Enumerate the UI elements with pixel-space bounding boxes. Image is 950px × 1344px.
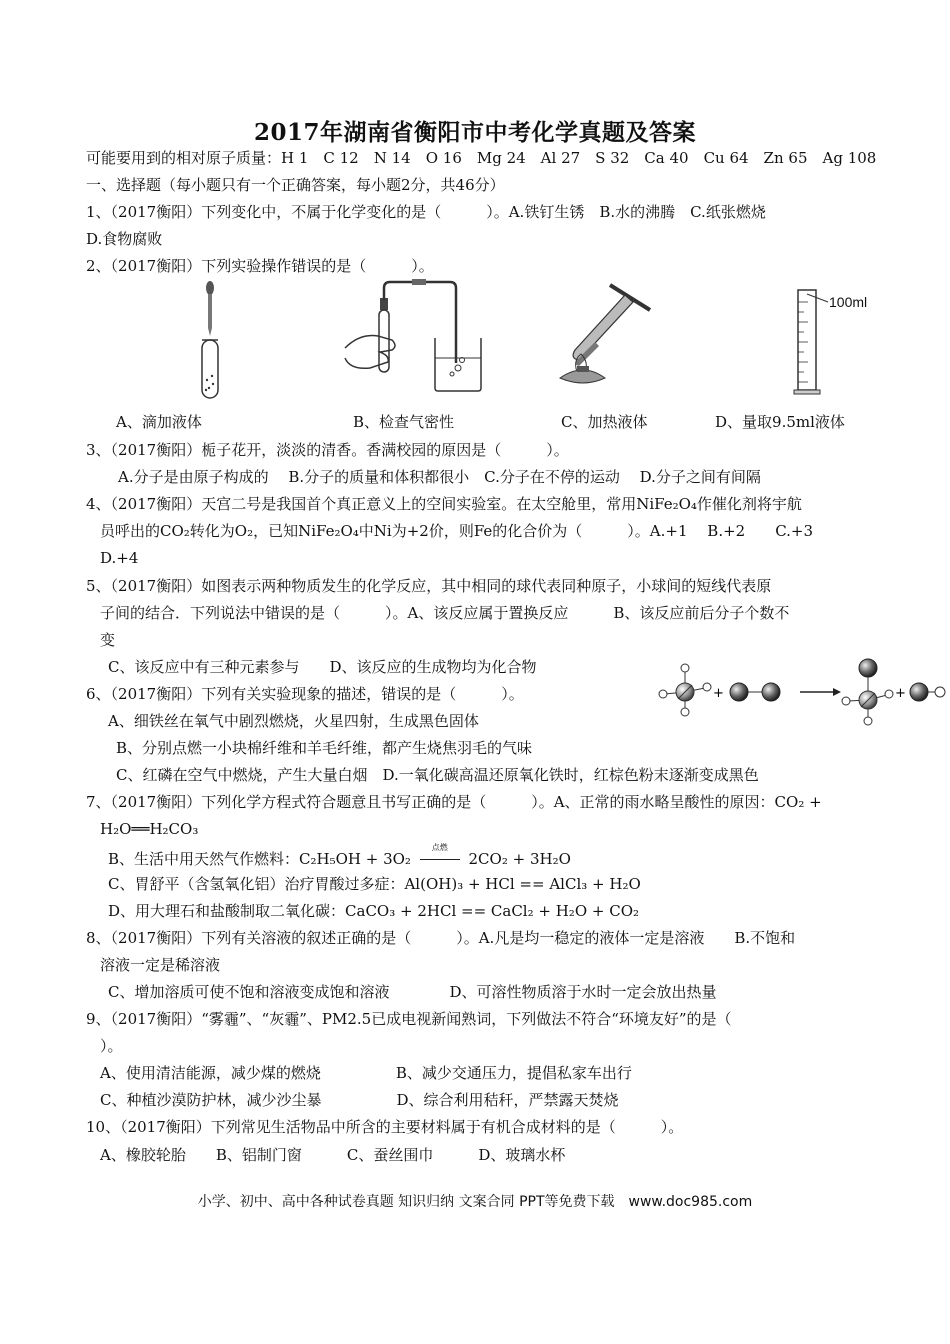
question-8-line-2: 溶液一定是稀溶液 xyxy=(100,956,221,974)
question-8-line-1: 8、（2017衡阳）下列有关溶液的叙述正确的是（ ）。A.凡是均一稳定的液体一定是溶液 B.不饱和 xyxy=(86,929,796,947)
question-5-line-3: 变 xyxy=(100,631,116,649)
question-6-option-b: B、分别点燃一小块棉纤维和羊毛纤维，都产生烧焦羽毛的气味 xyxy=(116,739,533,757)
question-1-line-2: D.食物腐败 xyxy=(86,230,163,248)
question-5-line-1: 5、（2017衡阳）如图表示两种物质发生的化学反应，其中相同的球代表同种原子，小球间的短线代表原 xyxy=(86,577,772,595)
option-c-caption: C、加热液体 xyxy=(561,413,648,431)
question-1-line-1: 1、（2017衡阳）下列变化中，不属于化学变化的是（ ）。A.铁钉生锈 B.水的沸腾 C.纸张燃烧 xyxy=(86,203,766,221)
reaction-condition-arrow xyxy=(420,843,460,860)
question-10: 10、（2017衡阳）下列常见生活物品中所含的主要材料属于有机合成材料的是（ ）。 xyxy=(86,1118,684,1136)
page-title: 2017年湖南省衡阳市中考化学真题及答案 xyxy=(253,119,696,146)
question-9-line-3: A、使用清洁能源，减少煤的燃烧 B、减少交通压力，提倡私家车出行 xyxy=(100,1064,632,1082)
question-2: 2、（2017衡阳）下列实验操作错误的是（ ）。 xyxy=(86,257,434,275)
page-footer: 小学、初中、高中各种试卷真题 知识归纳 文案合同 PPT等免费下载 www.doc985.com xyxy=(197,1194,753,1210)
question-7-option-b xyxy=(108,843,571,869)
airtightness-figure xyxy=(340,278,500,393)
question-3-options: A.分子是由原子构成的 B.分子的质量和体积都很小 C.分子在不停的运动 D.分子之间有间隔 xyxy=(118,468,761,486)
reaction-condition: 点燃 xyxy=(431,843,448,852)
svg-text:+: + xyxy=(895,686,906,701)
question-8-line-3: C、增加溶质可使不饱和溶液变成饱和溶液 D、可溶性物质溶于水时一定会放出热量 xyxy=(108,983,717,1001)
option-b-caption: B、检查气密性 xyxy=(353,413,455,431)
question-5-line-2: 子间的结合．下列说法中错误的是（ ）。A、该反应属于置换反应 B、该反应前后分子个数不 xyxy=(100,604,790,622)
heating-liquid-figure xyxy=(555,280,665,390)
svg-text:+: + xyxy=(713,686,724,701)
question-9-line-1: 9、（2017衡阳）“雾霾”、“灰霾”、PM2.5已成电视新闻熟词，下列做法不符合“环境友好”的是（ xyxy=(86,1010,732,1028)
q7b-text-right: 2CO₂ + 3H₂O xyxy=(468,850,571,868)
question-7-option-d: D、用大理石和盐酸制取二氧化碳：CaCO₃ + 2HCl == CaCl₂ + H₂O + CO₂ xyxy=(108,902,640,920)
reaction-diagram xyxy=(655,655,950,730)
question-10-options: A、橡胶轮胎 B、铝制门窗 C、蚕丝围巾 D、玻璃水杯 xyxy=(100,1146,566,1164)
option-a-caption: A、滴加液体 xyxy=(116,413,202,431)
question-6: 6、（2017衡阳）下列有关实验现象的描述，错误的是（ ）。 xyxy=(86,685,524,703)
question-3: 3、（2017衡阳）栀子花开，淡淡的清香。香满校园的原因是（ ）。 xyxy=(86,441,569,459)
atomic-mass-line: 可能要用到的相对原子质量：H 1 C 12 N 14 O 16 Mg 24 Al 27 S 32 Ca 40 Cu 64 Zn 65 Ag 108 xyxy=(86,149,877,167)
question-6-option-a: A、细铁丝在氧气中剧烈燃烧，火星四射，生成黑色固体 xyxy=(108,712,479,730)
question-9-line-4: C、种植沙漠防护林，减少沙尘暴 D、综合利用秸秆，严禁露天焚烧 xyxy=(100,1091,619,1109)
question-7-line-2: H₂O══H₂CO₃ xyxy=(100,820,199,838)
question-4-line-2: 员呼出的CO₂转化为O₂，已知NiFe₂O₄中Ni为+2价，则Fe的化合价为（ ）。A.+1 B.+2 C.+3 xyxy=(100,522,814,540)
question-4-line-1: 4、（2017衡阳）天宫二号是我国首个真正意义上的空间实验室。在太空舱里，常用NiFe₂O₄作催化剂将宇航 xyxy=(86,495,802,513)
option-d-caption: D、量取9.5ml液体 xyxy=(715,413,845,431)
question-7-line-1: 7、（2017衡阳）下列化学方程式符合题意且书写正确的是（ ）。A、正常的雨水略呈酸性的原因：CO₂ + xyxy=(86,793,822,811)
question-7-option-c: C、胃舒平（含氢氧化铝）治疗胃酸过多症：Al(OH)₃ + HCl == AlCl₃ + H₂O xyxy=(108,875,641,893)
dropper-testtube-figure xyxy=(190,280,230,405)
q7b-text-left: B、生活中用天然气作燃料：C₂H₅OH + 3O₂ xyxy=(108,850,411,868)
section-heading: 一、选择题（每小题只有一个正确答案，每小题2分，共46分） xyxy=(86,176,505,194)
question-9-line-2: ）。 xyxy=(100,1037,123,1055)
cylinder-label: 100ml xyxy=(829,294,868,310)
question-4-line-3: D.+4 xyxy=(100,549,139,567)
question-6-option-c: C、红磷在空气中燃烧，产生大量白烟 D.一氧化碳高温还原氧化铁时，红棕色粉末逐渐变成黑色 xyxy=(116,766,759,784)
question-5-line-4: C、该反应中有三种元素参与 D、该反应的生成物均为化合物 xyxy=(108,658,537,676)
